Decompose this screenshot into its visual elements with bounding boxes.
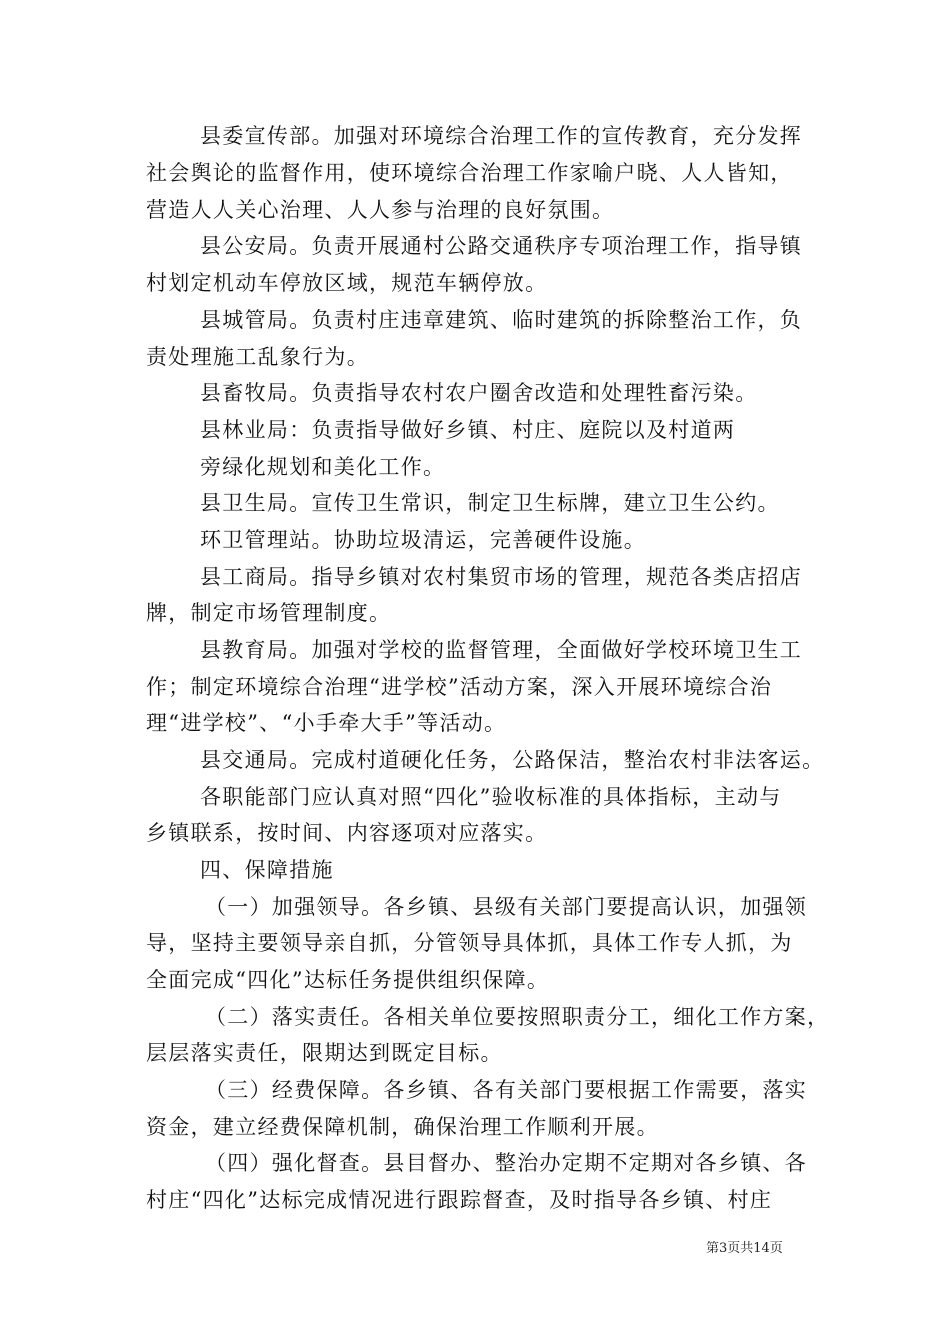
paragraph-line: 理“进学校”、“小手牵大手”等活动。: [146, 711, 507, 735]
paragraph-line: 县城管局。负责村庄违章建筑、临时建筑的拆除整治工作，负: [200, 308, 803, 332]
page-number-footer: 第3页共14页: [706, 1241, 783, 1256]
paragraph-line: 县委宣传部。加强对环境综合治理工作的宣传教育，充分发挥: [200, 124, 803, 148]
paragraph-line: 资金，建立经费保障机制，确保治理工作顺利开展。: [146, 1115, 659, 1139]
paragraph-line: 社会舆论的监督作用，使环境综合治理工作家喻户晓、人人皆知，: [146, 161, 793, 185]
paragraph-line: 县交通局。完成村道硬化任务，公路保洁，整治农村非法客运。: [200, 748, 825, 772]
paragraph-line: 村庄“四化”达标完成情况进行跟踪督查，及时指导各乡镇、村庄: [146, 1188, 773, 1212]
paragraph-line: 导，坚持主要领导亲自抓，分管领导具体抓，具体工作专人抓，为: [146, 931, 793, 955]
paragraph-line: 村划定机动车停放区域，规范车辆停放。: [146, 271, 548, 295]
paragraph-line: 各职能部门应认真对照“四化”验收标准的具体指标，主动与: [200, 785, 782, 809]
paragraph-line: 县畜牧局。负责指导农村农户圈舍改造和处理牲畜污染。: [200, 381, 758, 405]
paragraph-line: 环卫管理站。协助垃圾清运，完善硬件设施。: [200, 528, 646, 552]
paragraph-line: 县林业局：负责指导做好乡镇、村庄、庭院以及村道两: [200, 418, 736, 442]
paragraph-line: （四）强化督查。县目督办、整治办定期不定期对各乡镇、各: [205, 1151, 808, 1175]
paragraph-line: 县工商局。指导乡镇对农村集贸市场的管理，规范各类店招店: [200, 565, 803, 589]
paragraph-line: 县公安局。负责开展通村公路交通秩序专项治理工作，指导镇: [200, 234, 803, 258]
paragraph-line: 旁绿化规划和美化工作。: [200, 455, 446, 479]
paragraph-line: 县教育局。加强对学校的监督管理，全面做好学校环境卫生工: [200, 638, 803, 662]
paragraph-line: 全面完成“四化”达标任务提供组织保障。: [146, 968, 550, 992]
section-heading: 四、保障措施: [200, 858, 334, 882]
paragraph-line: 县卫生局。宣传卫生常识，制定卫生标牌，建立卫生公约。: [200, 491, 780, 515]
paragraph-line: 层层落实责任，限期达到既定目标。: [146, 1041, 503, 1065]
paragraph-line: 责处理施工乱象行为。: [146, 345, 369, 369]
paragraph-line: 乡镇联系，按时间、内容逐项对应落实。: [146, 821, 548, 845]
paragraph-line: （二）落实责任。各相关单位要按照职责分工，细化工作方案，: [205, 1005, 830, 1029]
paragraph-line: （三）经费保障。各乡镇、各有关部门要根据工作需要，落实: [205, 1078, 808, 1102]
paragraph-line: 牌，制定市场管理制度。: [146, 601, 392, 625]
paragraph-line: 作；制定环境综合治理“进学校”活动方案，深入开展环境综合治: [146, 675, 773, 699]
paragraph-line: 营造人人关心治理、人人参与治理的良好氛围。: [146, 198, 615, 222]
paragraph-line: （一）加强领导。各乡镇、县级有关部门要提高认识，加强领: [205, 895, 808, 919]
